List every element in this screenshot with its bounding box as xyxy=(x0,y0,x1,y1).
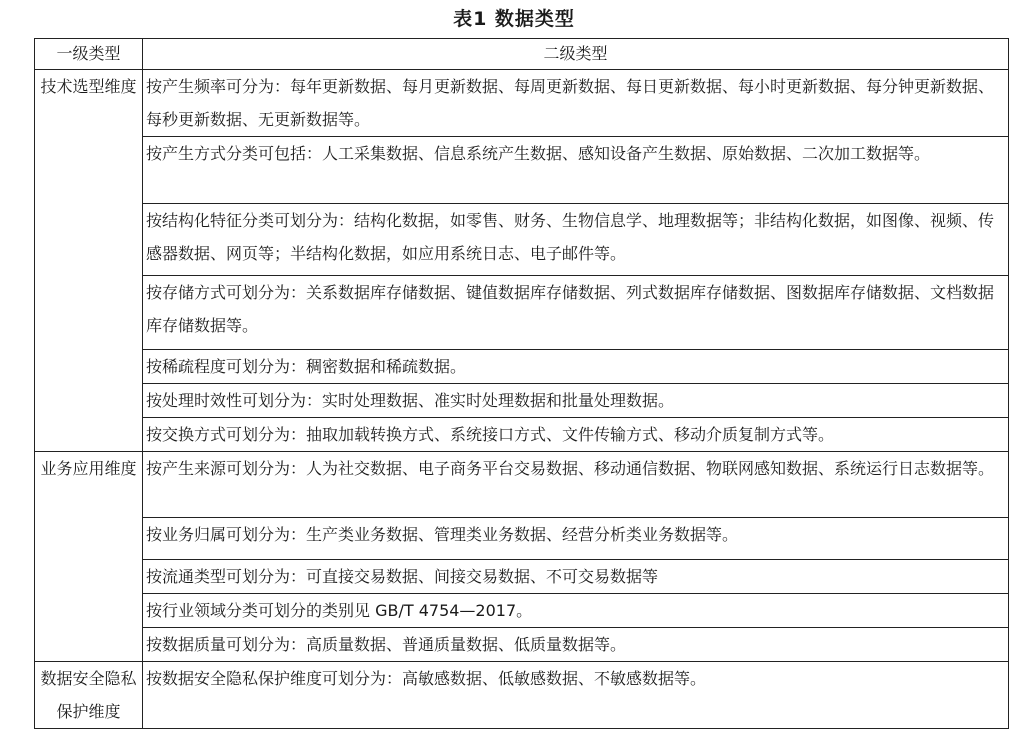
item-cell: 按稀疏程度可划分为：稠密数据和稀疏数据。 xyxy=(143,350,1009,384)
item-cell: 按结构化特征分类可划分为：结构化数据，如零售、财务、生物信息学、地理数据等；非结构化数据，如图像、视频、传感器数据、网页等；半结构化数据，如应用系统日志、电子邮件等。 xyxy=(143,204,1009,276)
table-header-row xyxy=(35,39,1009,70)
category-tech-selection: 技术选型维度 xyxy=(35,70,143,452)
table-caption: 表1 数据类型 xyxy=(453,8,575,30)
item-cell: 按交换方式可划分为：抽取加载转换方式、系统接口方式、文件传输方式、移动介质复制方式等。 xyxy=(143,418,1009,452)
table-row xyxy=(35,384,1009,418)
table-row xyxy=(35,204,1009,276)
item-cell: 按业务归属可划分为：生产类业务数据、管理类业务数据、经营分析类业务数据等。 xyxy=(143,518,1009,560)
table-row xyxy=(35,276,1009,350)
table-row xyxy=(35,452,1009,518)
table-row xyxy=(35,350,1009,384)
table-row xyxy=(35,137,1009,204)
item-cell: 按处理时效性可划分为：实时处理数据、准实时处理数据和批量处理数据。 xyxy=(143,384,1009,418)
header-secondary-type: 二级类型 xyxy=(143,39,1009,70)
item-cell: 按产生方式分类可包括：人工采集数据、信息系统产生数据、感知设备产生数据、原始数据、二次加工数据等。 xyxy=(143,137,1009,204)
table-row xyxy=(35,70,1009,137)
data-types-table xyxy=(34,38,1009,729)
table-row xyxy=(35,560,1009,594)
item-cell: 按数据安全隐私保护维度可划分为：高敏感数据、低敏感数据、不敏感数据等。 xyxy=(143,662,1009,729)
table-row xyxy=(35,518,1009,560)
table-row xyxy=(35,418,1009,452)
category-business-application: 业务应用维度 xyxy=(35,452,143,662)
table-row xyxy=(35,594,1009,628)
item-cell: 按行业领域分类可划分的类别见 GB/T 4754—2017。 xyxy=(143,594,1009,628)
table-row xyxy=(35,662,1009,729)
item-cell: 按流通类型可划分为：可直接交易数据、间接交易数据、不可交易数据等 xyxy=(143,560,1009,594)
table-row xyxy=(35,628,1009,662)
item-cell: 按存储方式可划分为：关系数据库存储数据、键值数据库存储数据、列式数据库存储数据、图数据库存储数据、文档数据库存储数据等。 xyxy=(143,276,1009,350)
item-cell: 按数据质量可划分为：高质量数据、普通质量数据、低质量数据等。 xyxy=(143,628,1009,662)
item-cell: 按产生频率可分为：每年更新数据、每月更新数据、每周更新数据、每日更新数据、每小时更新数据、每分钟更新数据、每秒更新数据、无更新数据等。 xyxy=(143,70,1009,137)
category-data-security-privacy: 数据安全隐私保护维度 xyxy=(35,662,143,729)
header-primary-type: 一级类型 xyxy=(35,39,143,70)
item-cell: 按产生来源可划分为：人为社交数据、电子商务平台交易数据、移动通信数据、物联网感知数据、系统运行日志数据等。 xyxy=(143,452,1009,518)
